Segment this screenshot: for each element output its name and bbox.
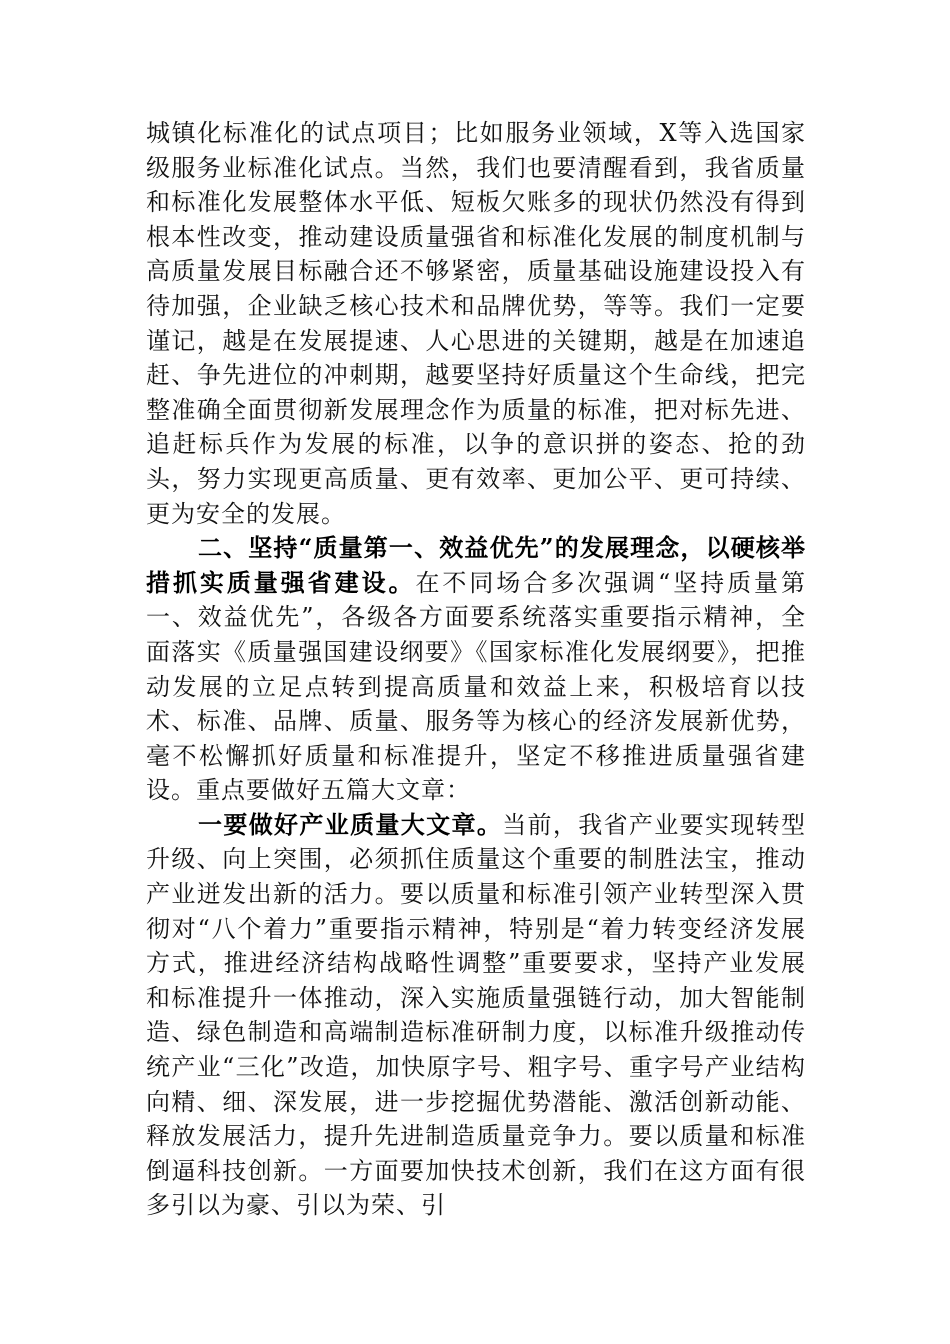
paragraph-3-heading: 一要做好产业质量大文章。 (198, 809, 503, 839)
paragraph-3-text: 当前，我省产业要实现转型升级、向上突围，必须抓住质量这个重要的制胜法宝，推动产业迸发出新的活力。要以质量和标准引领产业转型深入贯彻对“八个着力”重要指示精神，特别是“着力转变经济发展方式，推进经济结构战略性调整”重要要求，坚持产业发展和标准提升一体推动，深入实施质量强链行动，加大智能制造、绿色制造和高端制造标准研制力度，以标准升级推动传统产业“三化”改造，加快原字号、粗字号、重字号产业结构向精、细、深发展，进一步挖掘优势潜能、激活创新动能、释放发展活力，提升先进制造质量竞争力。要以质量和标准倒逼科技创新。一方面要加快技术创新，我们在这方面有很多引以为豪、引以为荣、引 (146, 810, 807, 1220)
paragraph-2-text: 在不同场合多次强调“坚持质量第一、效益优先”，各级各方面要系统落实重要指示精神，全面落实《质量强国建设纲要》《国家标准化发展纲要》，把推动发展的立足点转到提高质量和效益上来，积极培育以技术、标准、品牌、质量、服务等为核心的经济发展新优势，毫不松懈抓好质量和标准提升，坚定不移推进质量强省建设。重点要做好五篇大文章： (146, 568, 806, 805)
document-page (146, 116, 806, 1223)
paragraph-2 (146, 531, 806, 808)
paragraph-1-text: 城镇化标准化的试点项目；比如服务业领域，X等入选国家级服务业标准化试点。当然，我们也要清醒看到，我省质量和标准化发展整体水平低、短板欠账多的现状仍然没有得到根本性改变，推动建设质量强省和标准化发展的制度机制与高质量发展目标融合还不够紧密，质量基础设施建设投入有待加强，企业缺乏核心技术和品牌优势，等等。我们一定要谨记，越是在发展提速、人心思进的关键期，越是在加速追赶、争先进位的冲刺期，越要坚持好质量这个生命线，把完整准确全面贯彻新发展理念作为质量的标准，把对标先进、追赶标兵作为发展的标准，以争的意识拼的姿态、抢的劲头，努力实现更高质量、更有效率、更加公平、更可持续、更为安全的发展。 (146, 119, 806, 528)
paragraph-1 (146, 116, 806, 531)
paragraph-3 (146, 808, 806, 1223)
paragraph-2-heading: 二、坚持“质量第一、效益优先”的发展理念，以硬核举措抓实质量强省建设。 (146, 533, 806, 597)
